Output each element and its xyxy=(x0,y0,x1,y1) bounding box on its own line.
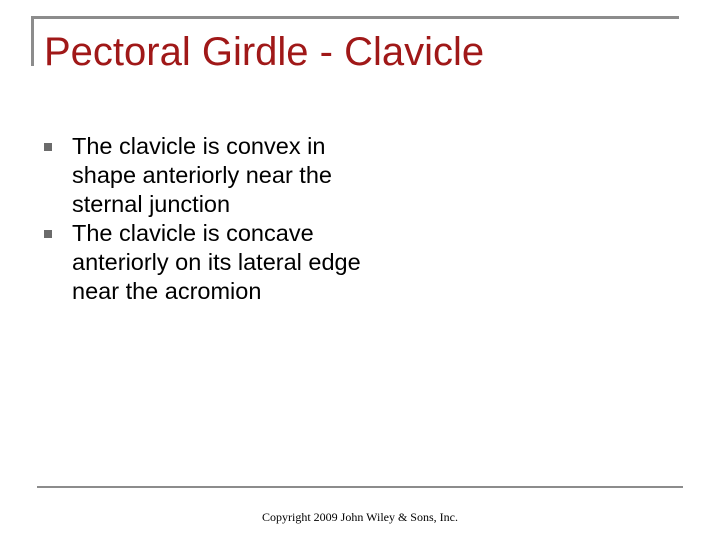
title-top-rule xyxy=(31,16,679,19)
square-bullet-icon xyxy=(44,230,52,238)
bullet-list xyxy=(0,132,372,306)
copyright-notice: Copyright 2009 John Wiley & Sons, Inc. xyxy=(262,510,458,524)
bullet-text: The clavicle is convex in shape anteriorly near the sternal junction xyxy=(72,133,332,217)
title-left-rule xyxy=(31,16,34,66)
slide-title: Pectoral Girdle - Clavicle xyxy=(44,30,485,74)
list-item xyxy=(0,132,372,219)
square-bullet-icon xyxy=(44,143,52,151)
bullet-text: The clavicle is concave anteriorly on its lateral edge near the acromion xyxy=(72,220,361,304)
footer-rule xyxy=(37,486,683,488)
list-item xyxy=(0,219,372,306)
